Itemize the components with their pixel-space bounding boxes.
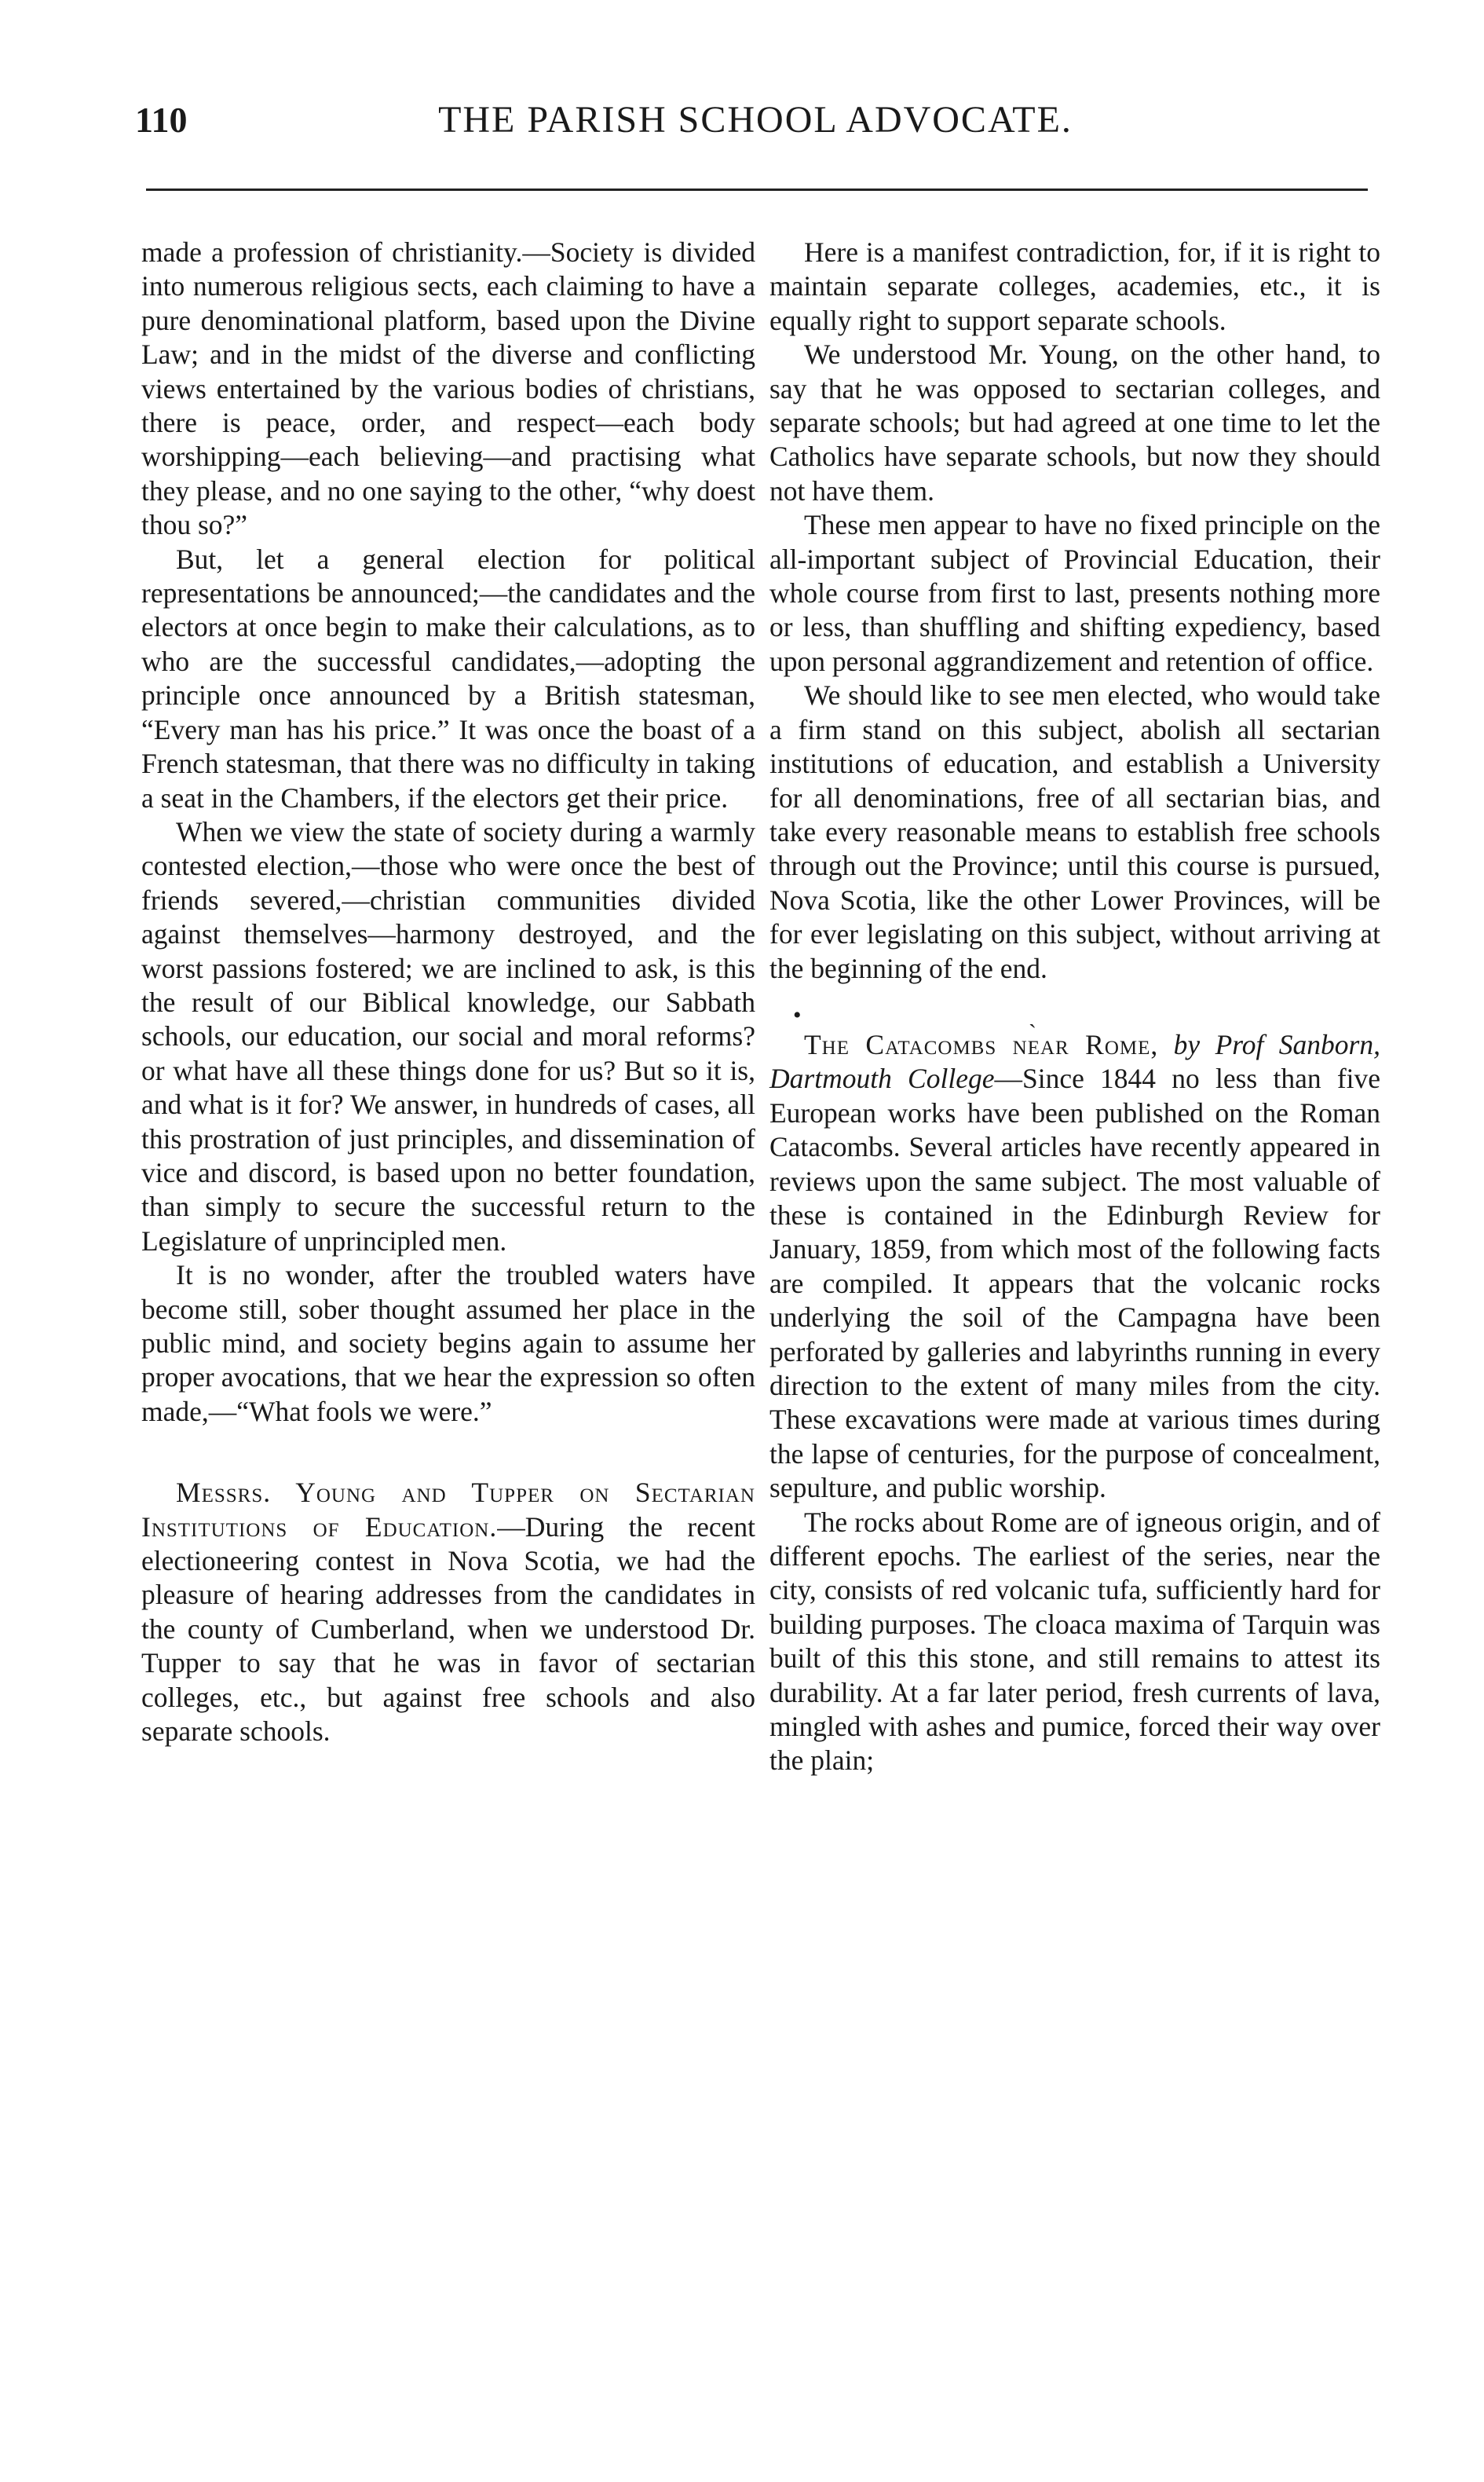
paragraph: Here is a manifest contradiction, for, if it is right to maintain separate colleges, academies, etc., it is equally right to support separate schools. (769, 236, 1380, 336)
page-number: 110 (135, 100, 188, 140)
paragraph: The rocks about Rome are of igneous origin, and of different epochs. The earliest of the series, near the city, consists of red volcanic tufa, sufficiently hard for building purposes. The cloaca maxima of Tarquin was built of this this stone, and still remains to attest its durability. At a far later period, fresh currents of lava, mingled with ashes and pumice, forced their way over the plain; (769, 1506, 1380, 1777)
paragraph: made a profession of christianity.—Society is divided into numerous religious sects, each claiming to have a pure denominational platform, based upon the Divine Law; and in the midst of the diverse and conflicting views entertained by the various bodies of christians, there is peace, order, and respect—each body worshipping—each believing—and practising what they please, and no one saying to the other, “why doest thou so?” (141, 236, 755, 541)
right-column (769, 236, 1380, 1778)
article-paragraph (141, 1476, 755, 1748)
paragraph: We should like to see men elected, who would take a firm stand on this subject, abolish all sectarian institutions of education, and establish a University for all denominations, free of all sectarian bias, and take every reasonable means to establish free schools through out the Province; until this course is pursued, Nova Scotia, like the other Lower Provinces, will be for ever legislating on this subject, without arriving at the beginning of the end. (769, 679, 1380, 984)
left-column (141, 236, 755, 1748)
paragraph: It is no wonder, after the troubled waters have become still, sober thought assumed her place in the public mind, and society begins again to assume her proper avocations, that we hear the expression so often made,—“What fools we were.” (141, 1259, 755, 1427)
article-text: —Since 1844 no less than five European works have been published on the Roman Catacombs. Several articles have recently appeared in reviews upon the same subject. The most valuable of these is contained in the Edinburgh Review for January, 1859, from which most of the following facts are compiled. It appears that the volcanic rocks underlying the soil of the Campagna have been perforated by galleries and labyrinths running in every direction to the extent of many miles from the city. These excavations were made at various times during the lapse of centuries, for the purpose of concealment, sepulture, and public worship. (769, 1063, 1381, 1504)
section-separator: • ˎ (793, 1001, 1036, 1028)
article-byline: by Prof Sanborn, Dartmouth College (769, 1028, 1380, 1095)
paragraph: But, let a general election for political representations be announced;—the candidates and the electors at once begin to make their calculations, as to who are the successful candidates,—adopting the principle once announced by a British statesman, “Every man has his price.” It was once the boast of a French statesman, that there was no difficulty in taking a seat in the Chambers, if the electors get their price. (141, 543, 755, 814)
article-paragraph (769, 1028, 1380, 1506)
paragraph: These men appear to have no fixed principle on the all-important subject of Provincial Education, their whole course from first to last, presents nothing more or less, than shuffling and shifting expediency, based upon personal aggrandizement and retention of office. (769, 509, 1380, 677)
header-rule (146, 189, 1368, 191)
article-heading: The Catacombs near Rome, (804, 1028, 1159, 1060)
article-heading: Messrs. Young and Tupper on Sectarian Institutions of Education. (141, 1477, 755, 1543)
running-title: THE PARISH SCHOOL ADVOCATE. (438, 99, 1073, 141)
page-header (135, 93, 1376, 148)
paragraph: We understood Mr. Young, on the other hand, to say that he was opposed to sectarian colleges, and separate schools; but had agreed at one time to let the Catholics have separate schools, but now they should not have them. (769, 339, 1380, 507)
article-text: —During the recent electioneering contest in Nova Scotia, we had the pleasure of hearing addresses from the candidates in the county of Cumberland, when we understood Dr. Tupper to say that he was in favor of sectarian colleges, etc., but against free schools and also separate schools. (141, 1510, 755, 1748)
paragraph: When we view the state of society during a warmly contested election,—those who were once the best of friends severed,—christian communities divided against themselves—harmony destroyed, and the worst passions fostered; we are inclined to ask, is this the result of our Biblical knowledge, our Sabbath schools, our education, our social and moral reforms? or what have all these things done for us? But so it is, and what is it for? We answer, in hundreds of cases, all this prostration of just principles, and dissemination of vice and discord, is based upon no better foundation, than simply to secure the successful return to the Legislature of unprincipled men. (141, 815, 755, 1257)
